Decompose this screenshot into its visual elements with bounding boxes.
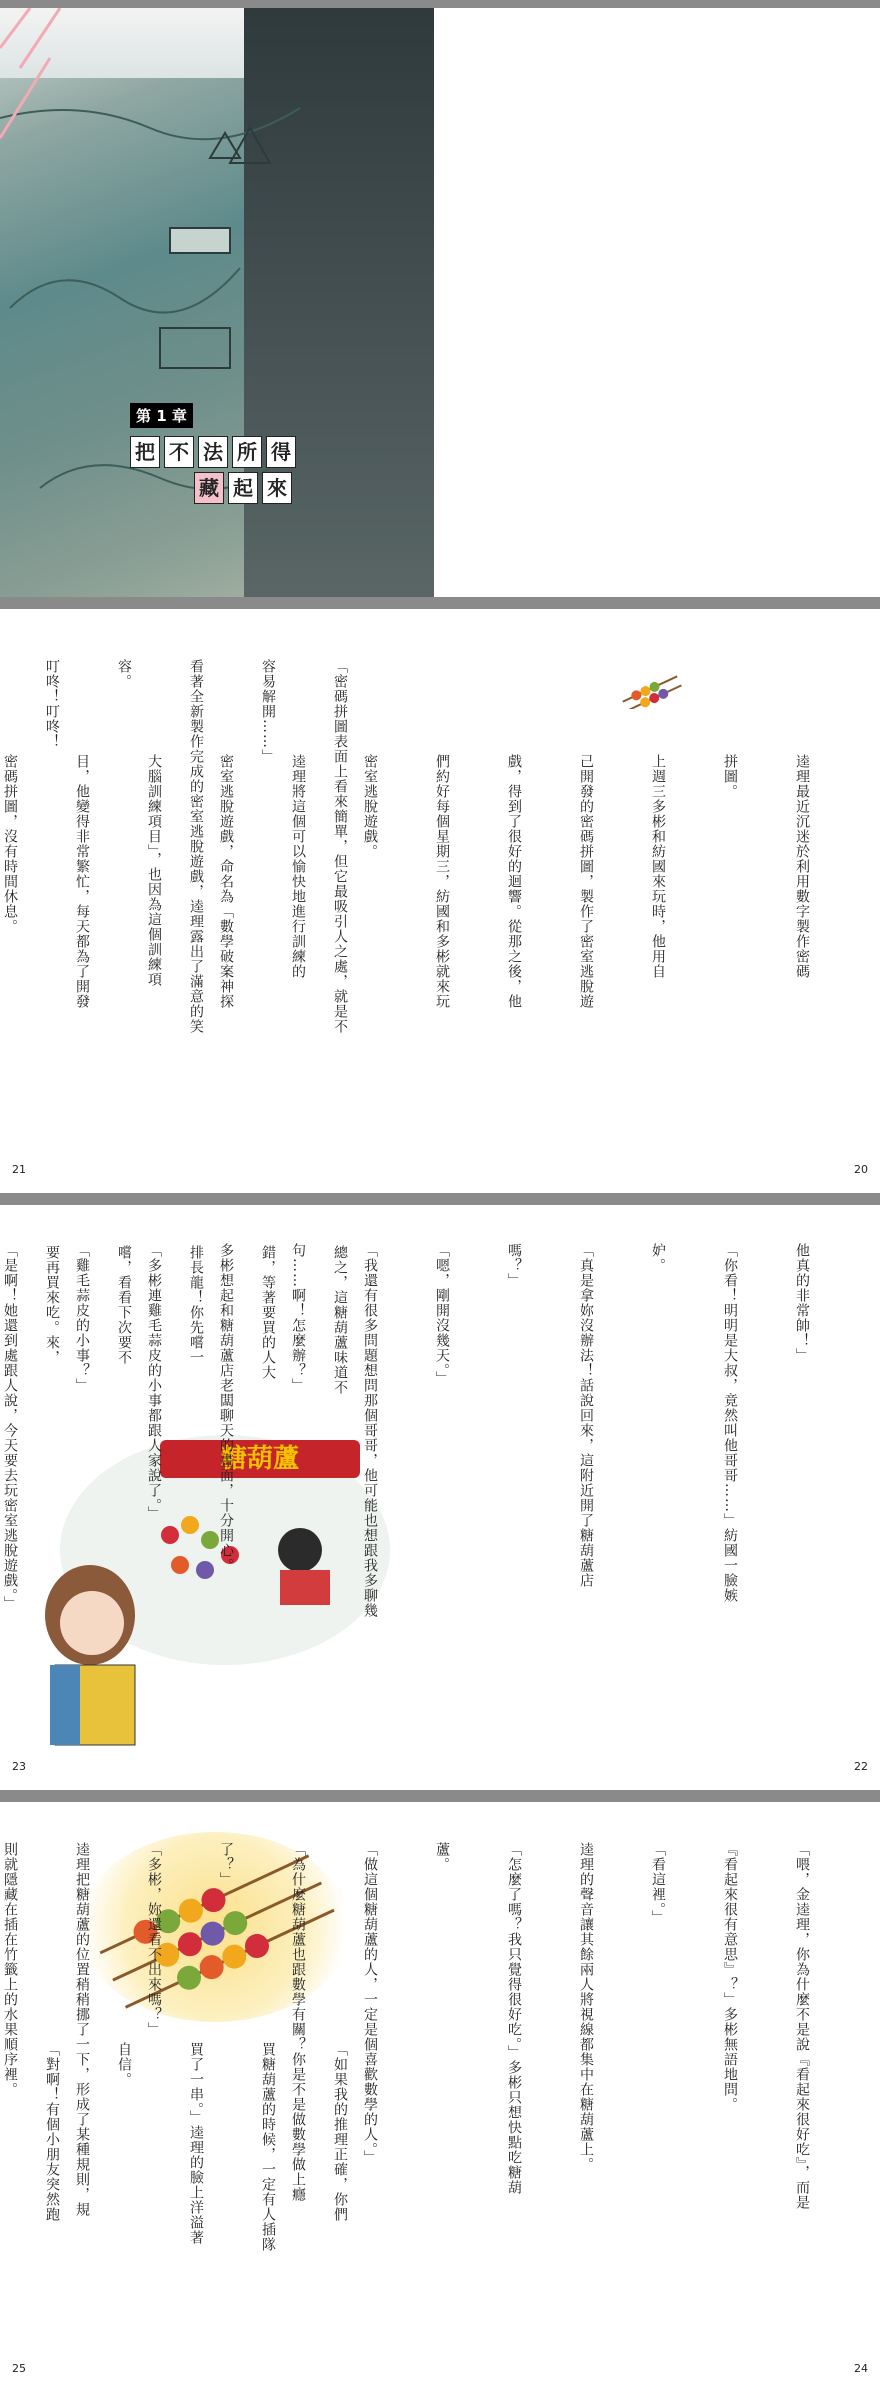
text-column: 他真的非常帥！」 [794, 1243, 810, 1363]
title-char: 所 [232, 436, 262, 468]
text-column: 「為什麼糖葫蘆也跟數學有關？你是不是做數學做上癮 [290, 1842, 306, 2202]
text-column: 「嗯，剛開沒幾天。」 [434, 1243, 450, 1386]
text-column: 了？」 [218, 1842, 234, 1887]
text-column: 己開發的密碼拼圖，製作了密室逃脫遊 [578, 754, 594, 1009]
shop-sign-text: 糖葫蘆 [220, 1444, 299, 1474]
text-column: 自信。 [116, 2042, 132, 2087]
text-column: 叮咚！叮咚！ [44, 659, 60, 749]
page-number: 22 [854, 1760, 868, 1773]
title-char: 不 [164, 436, 194, 468]
page-number: 20 [854, 1163, 868, 1176]
text-column: 戲，得到了很好的迴響。從那之後，他 [506, 754, 522, 1009]
chapter-label: 第 1 章 [130, 403, 193, 428]
map-lines-decoration [0, 8, 434, 597]
spread-23-22 [0, 1205, 880, 1790]
title-char: 起 [228, 472, 258, 504]
text-column: 拼圖。 [722, 754, 738, 799]
text-column: 「喂，金逵理，你為什麼不是說『看起來很好吃』，而是 [794, 1842, 810, 2210]
title-char: 來 [262, 472, 292, 504]
cover-illustration [0, 8, 434, 597]
candy-skewer-icon [615, 669, 685, 709]
text-column: 則就隱藏在插在竹籤上的水果順序裡。 [2, 1842, 18, 2097]
text-column: 「密碼拼圖表面上看來簡單，但它最吸引人之處，就是不 [332, 659, 348, 1034]
text-column: 「我還有很多問題想問那個哥哥，他可能也想跟我多聊幾 [362, 1243, 378, 1618]
text-column: 逵理的聲音讓其餘兩人將視線都集中在糖葫蘆上。 [578, 1842, 594, 2172]
text-column: 買了一串。」逵理的臉上洋溢著 [188, 2042, 204, 2245]
text-column: 大腦訓練項目」，也因為這個訓練項 [146, 754, 162, 987]
title-line-2 [194, 472, 296, 504]
spread-separator [0, 1790, 880, 1802]
text-column: 「雞毛蒜皮的小事？」 [74, 1243, 90, 1393]
text-column: 「多彬，妳還看不出來嗎？」 [146, 1842, 162, 2037]
page-number: 25 [12, 2362, 26, 2375]
text-column: 「看這裡。」 [650, 1842, 666, 1925]
text-column: 嚐，看看下次要不 [116, 1245, 132, 1365]
text-column: 錯，等著要買的人大 [260, 1245, 276, 1380]
text-column: 總之，這糖葫蘆味道不 [332, 1245, 348, 1395]
title-char: 法 [198, 436, 228, 468]
text-column: 「多彬連雞毛蒜皮的小事都跟人家說了。」 [146, 1243, 162, 1521]
text-column: 「對啊！有個小朋友突然跑 [44, 2042, 60, 2222]
text-column: 買糖葫蘆的時候，一定有人插隊 [260, 2042, 276, 2252]
text-column: 們約好每個星期三，紡國和多彬就來玩 [434, 754, 450, 1009]
text-column: 妒。 [650, 1243, 666, 1273]
text-column: 「如果我的推理正確，你們 [332, 2042, 348, 2222]
text-column: 容易解開……」 [260, 659, 276, 764]
page-22-text [0, 1243, 862, 1743]
page-24-text [0, 1842, 862, 2342]
text-column: 「是啊！她還到處跟人說，今天要去玩密室逃脫遊戲。」 [2, 1243, 18, 1611]
text-column: 密碼拼圖，沒有時間休息。 [2, 754, 18, 934]
title-line-1 [130, 436, 296, 468]
page-20-text [0, 754, 862, 1134]
text-column: 要再買來吃。來， [44, 1245, 60, 1365]
page-number: 23 [12, 1760, 26, 1773]
text-column: 容。 [116, 659, 132, 689]
text-column: 目，他變得非常繁忙，每天都為了開發 [74, 754, 90, 1009]
spread-25-24 [0, 1802, 880, 2388]
text-column: 句……啊！怎麼辦？」 [290, 1243, 306, 1393]
title-char: 得 [266, 436, 296, 468]
spread-21-20 [0, 609, 880, 1193]
text-column: 密室逃脫遊戲，命名為「數學破案神探 [218, 754, 234, 1009]
chapter-title [130, 403, 296, 504]
text-column: 蘆。 [434, 1842, 450, 1872]
spread-separator [0, 1193, 880, 1205]
text-column: 排長龍！你先嚐一 [188, 1245, 204, 1365]
spread-separator [0, 597, 880, 609]
text-column: 「你看！明明是大叔，竟然叫他哥哥……」紡國一臉嫉 [722, 1243, 738, 1603]
text-column: 『看起來很有意思』？」多彬無語地問。 [722, 1842, 738, 2112]
text-column: 「怎麼了嗎？我只覺得很好吃。」多彬只想快點吃糖葫 [506, 1842, 522, 2195]
title-char: 藏 [194, 472, 224, 504]
text-column: 「做這個糖葫蘆的人，一定是個喜歡數學的人。」 [362, 1842, 378, 2165]
title-char: 把 [130, 436, 160, 468]
cover-spread [0, 8, 880, 597]
text-column: 看著全新製作完成的密室逃脫遊戲，逵理露出了滿意的笑 [188, 659, 204, 1034]
text-column: 逵理最近沉迷於利用數字製作密碼 [794, 754, 810, 979]
text-column: 「真是拿妳沒辦法！話說回來，這附近開了糖葫蘆店 [578, 1243, 594, 1588]
text-column: 逵理把糖葫蘆的位置稍稍挪了一下，形成了某種規則，規 [74, 1842, 90, 2217]
page-number: 21 [12, 1163, 26, 1176]
page-number: 24 [854, 2362, 868, 2375]
text-column: 密室逃脫遊戲。 [362, 754, 378, 859]
text-column: 逵理將這個可以愉快地進行訓練的 [290, 754, 306, 979]
text-column: 嗎？」 [506, 1243, 522, 1288]
text-column: 多彬想起和糖葫蘆店老闆聊天的畫面，十分開心。 [218, 1243, 234, 1573]
text-column: 上週三多彬和紡國來玩時，他用自 [650, 754, 666, 979]
